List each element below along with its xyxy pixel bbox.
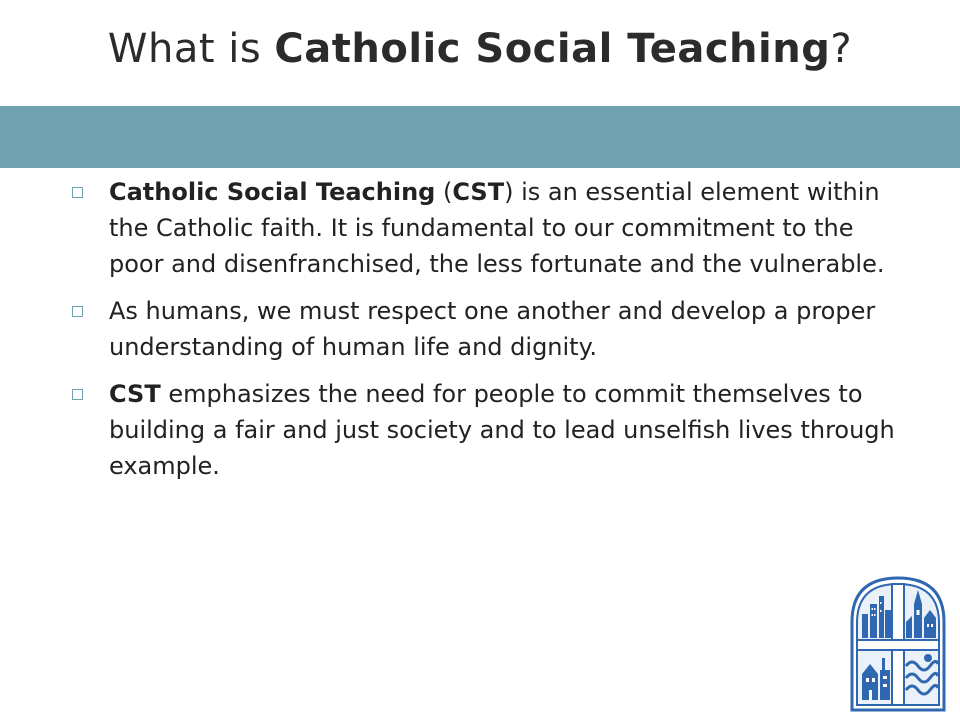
bullet-item — [72, 174, 912, 282]
title-band — [0, 106, 960, 168]
bullet-text: As humans, we must respect one another and develop a proper understanding of human life and dignity. — [109, 297, 876, 361]
slide-title — [0, 26, 960, 72]
bullet-bold-acronym: CST — [109, 380, 161, 408]
title-prefix: What is — [107, 26, 275, 72]
bullet-text: ( — [435, 178, 453, 206]
square-bullet-icon — [72, 389, 83, 400]
square-bullet-icon — [72, 306, 83, 317]
square-bullet-icon — [72, 187, 83, 198]
bullet-text: ) is an essential element within the Catholic faith. It is fundamental to our commitment to the poor and disenfranchised, the less fortunate and the vulnerable. — [109, 178, 885, 278]
title-emphasis: Catholic Social Teaching — [274, 26, 831, 72]
bullet-item — [72, 376, 912, 484]
bullet-text: emphasizes the need for people to commit themselves to building a fair and just society and to lead unselfish lives through example. — [109, 380, 895, 480]
bullet-bold-term: Catholic Social Teaching — [109, 178, 436, 206]
cross-window-city-logo-icon — [848, 574, 948, 714]
bullet-bold-acronym: CST — [452, 178, 505, 206]
bullet-item — [72, 293, 912, 365]
title-suffix: ? — [830, 26, 853, 72]
bullet-list — [72, 174, 912, 495]
